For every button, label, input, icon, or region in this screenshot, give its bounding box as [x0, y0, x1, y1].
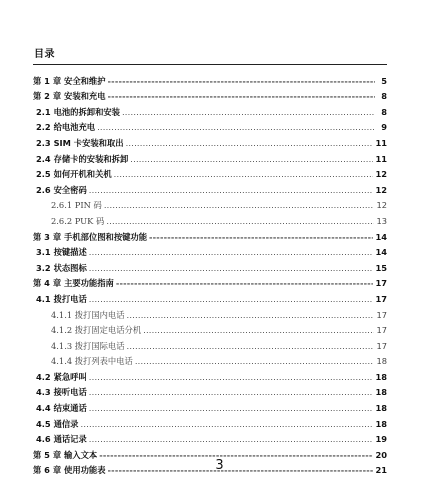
toc-leader — [89, 372, 374, 382]
toc-entry-page: 13 — [376, 215, 387, 226]
toc-entry-page: 18 — [375, 418, 387, 429]
toc-entry-label: 2.4 存储卡的安装和拆卸 — [36, 153, 129, 164]
toc-entry-label: 4.3 接听电话 — [36, 387, 87, 398]
toc-entry-page: 18 — [375, 371, 387, 382]
toc-entry-page: 17 — [376, 325, 387, 336]
toc-entry-label: 2.6.1 PIN 码 — [51, 200, 102, 211]
toc-entry-page: 14 — [375, 231, 387, 242]
toc-entry[interactable] — [33, 288, 387, 304]
toc-entry[interactable] — [33, 117, 387, 133]
toc-leader — [89, 403, 374, 413]
toc-entry-label: 第 4 章 主要功能指南 — [33, 278, 114, 289]
toc-entry-page: 17 — [375, 278, 387, 289]
toc-entry-page: 8 — [381, 91, 387, 102]
toc-leader — [130, 154, 373, 164]
toc-entry[interactable] — [33, 382, 387, 398]
toc-entry-label: 4.1.4 拨打列表中电话 — [51, 356, 133, 367]
toc-leader — [89, 185, 374, 195]
toc-entry-page: 9 — [381, 122, 387, 133]
toc-entry-label: 2.5 如何开机和关机 — [36, 169, 112, 180]
toc-entry-label: 3.1 按键描述 — [36, 247, 87, 258]
toc-leader — [97, 122, 375, 132]
toc-entry-label: 4.5 通信录 — [36, 418, 79, 429]
toc-leader — [116, 278, 374, 288]
toc-entry-page: 17 — [376, 340, 387, 351]
toc-entry-label: 4.1 拨打电话 — [36, 293, 87, 304]
toc-entry[interactable] — [33, 335, 387, 351]
toc-entry[interactable] — [33, 226, 387, 242]
toc-leader — [89, 263, 374, 273]
toc-leader — [89, 387, 374, 397]
toc-entry-page: 17 — [376, 309, 387, 320]
toc-entry[interactable] — [33, 195, 387, 211]
table-of-contents — [33, 70, 387, 475]
toc-entry-label: 2.3 SIM 卡安装和取出 — [36, 137, 124, 148]
toc-entry[interactable] — [33, 413, 387, 429]
toc-entry[interactable] — [33, 366, 387, 382]
toc-entry[interactable] — [33, 70, 387, 86]
toc-entry[interactable] — [33, 429, 387, 445]
toc-entry[interactable] — [33, 101, 387, 117]
toc-entry[interactable] — [33, 351, 387, 367]
toc-entry-page: 18 — [375, 387, 387, 398]
toc-leader — [114, 169, 374, 179]
toc-entry[interactable] — [33, 304, 387, 320]
toc-leader — [80, 419, 373, 429]
toc-entry[interactable] — [33, 242, 387, 258]
toc-entry-label: 第 6 章 使用功能表 — [33, 465, 106, 476]
toc-entry-label: 3.2 状态图标 — [36, 262, 87, 273]
toc-entry-label: 4.1.3 拨打国际电话 — [51, 340, 125, 351]
toc-entry-label: 4.2 紧急呼叫 — [36, 371, 87, 382]
toc-entry-page: 8 — [381, 106, 387, 117]
toc-entry[interactable] — [33, 132, 387, 148]
toc-entry-label: 2.6.2 PUK 码 — [51, 215, 105, 226]
toc-leader — [135, 356, 375, 366]
toc-entry-label: 2.6 安全密码 — [36, 184, 87, 195]
toc-entry-page: 14 — [375, 247, 387, 258]
toc-leader — [127, 341, 375, 351]
toc-leader — [149, 232, 373, 242]
toc-leader — [104, 200, 375, 210]
toc-leader — [106, 216, 374, 226]
toc-entry[interactable] — [33, 86, 387, 102]
toc-leader — [126, 138, 374, 148]
toc-entry-page: 12 — [375, 184, 387, 195]
toc-entry-page: 18 — [376, 356, 387, 367]
toc-entry-label: 2.1 电池的拆卸和安装 — [36, 106, 120, 117]
toc-entry-page: 21 — [375, 465, 387, 476]
page-title: 目录 — [34, 49, 55, 60]
toc-leader — [108, 91, 375, 101]
toc-entry[interactable] — [33, 210, 387, 226]
toc-entry[interactable] — [33, 397, 387, 413]
toc-leader — [122, 107, 375, 117]
toc-entry-page: 19 — [375, 434, 387, 445]
toc-entry-label: 4.1.2 拨打固定电话分机 — [51, 325, 142, 336]
title-divider — [33, 64, 387, 65]
page-number: 3 — [215, 458, 224, 473]
toc-leader — [143, 325, 374, 335]
toc-entry-label: 第 2 章 安装和充电 — [33, 91, 106, 102]
toc-entry-page: 11 — [375, 137, 387, 148]
toc-entry-page: 12 — [375, 169, 387, 180]
toc-entry-page: 17 — [375, 293, 387, 304]
toc-leader — [89, 294, 374, 304]
toc-entry[interactable] — [33, 257, 387, 273]
toc-leader — [89, 247, 374, 257]
toc-entry-label: 4.4 结束通话 — [36, 403, 87, 414]
toc-entry[interactable] — [33, 148, 387, 164]
toc-entry-label: 第 1 章 安全和维护 — [33, 75, 106, 86]
toc-entry-page: 20 — [375, 449, 387, 460]
toc-entry-label: 第 3 章 手机部位图和按键功能 — [33, 231, 148, 242]
toc-entry-label: 2.2 给电池充电 — [36, 122, 96, 133]
toc-entry-label: 4.1.1 拨打国内电话 — [51, 309, 125, 320]
toc-leader — [89, 434, 374, 444]
toc-leader — [108, 76, 375, 86]
toc-leader — [127, 310, 375, 320]
toc-entry[interactable] — [33, 273, 387, 289]
toc-entry[interactable] — [33, 179, 387, 195]
toc-entry-label: 4.6 通话记录 — [36, 434, 87, 445]
toc-entry[interactable] — [33, 320, 387, 336]
toc-entry-page: 18 — [375, 403, 387, 414]
toc-entry-page: 5 — [381, 75, 387, 86]
toc-entry-label: 第 5 章 输入文本 — [33, 449, 98, 460]
toc-entry[interactable] — [33, 164, 387, 180]
toc-entry-page: 12 — [376, 200, 387, 211]
toc-entry-page: 11 — [375, 153, 387, 164]
toc-entry-page: 15 — [375, 262, 387, 273]
